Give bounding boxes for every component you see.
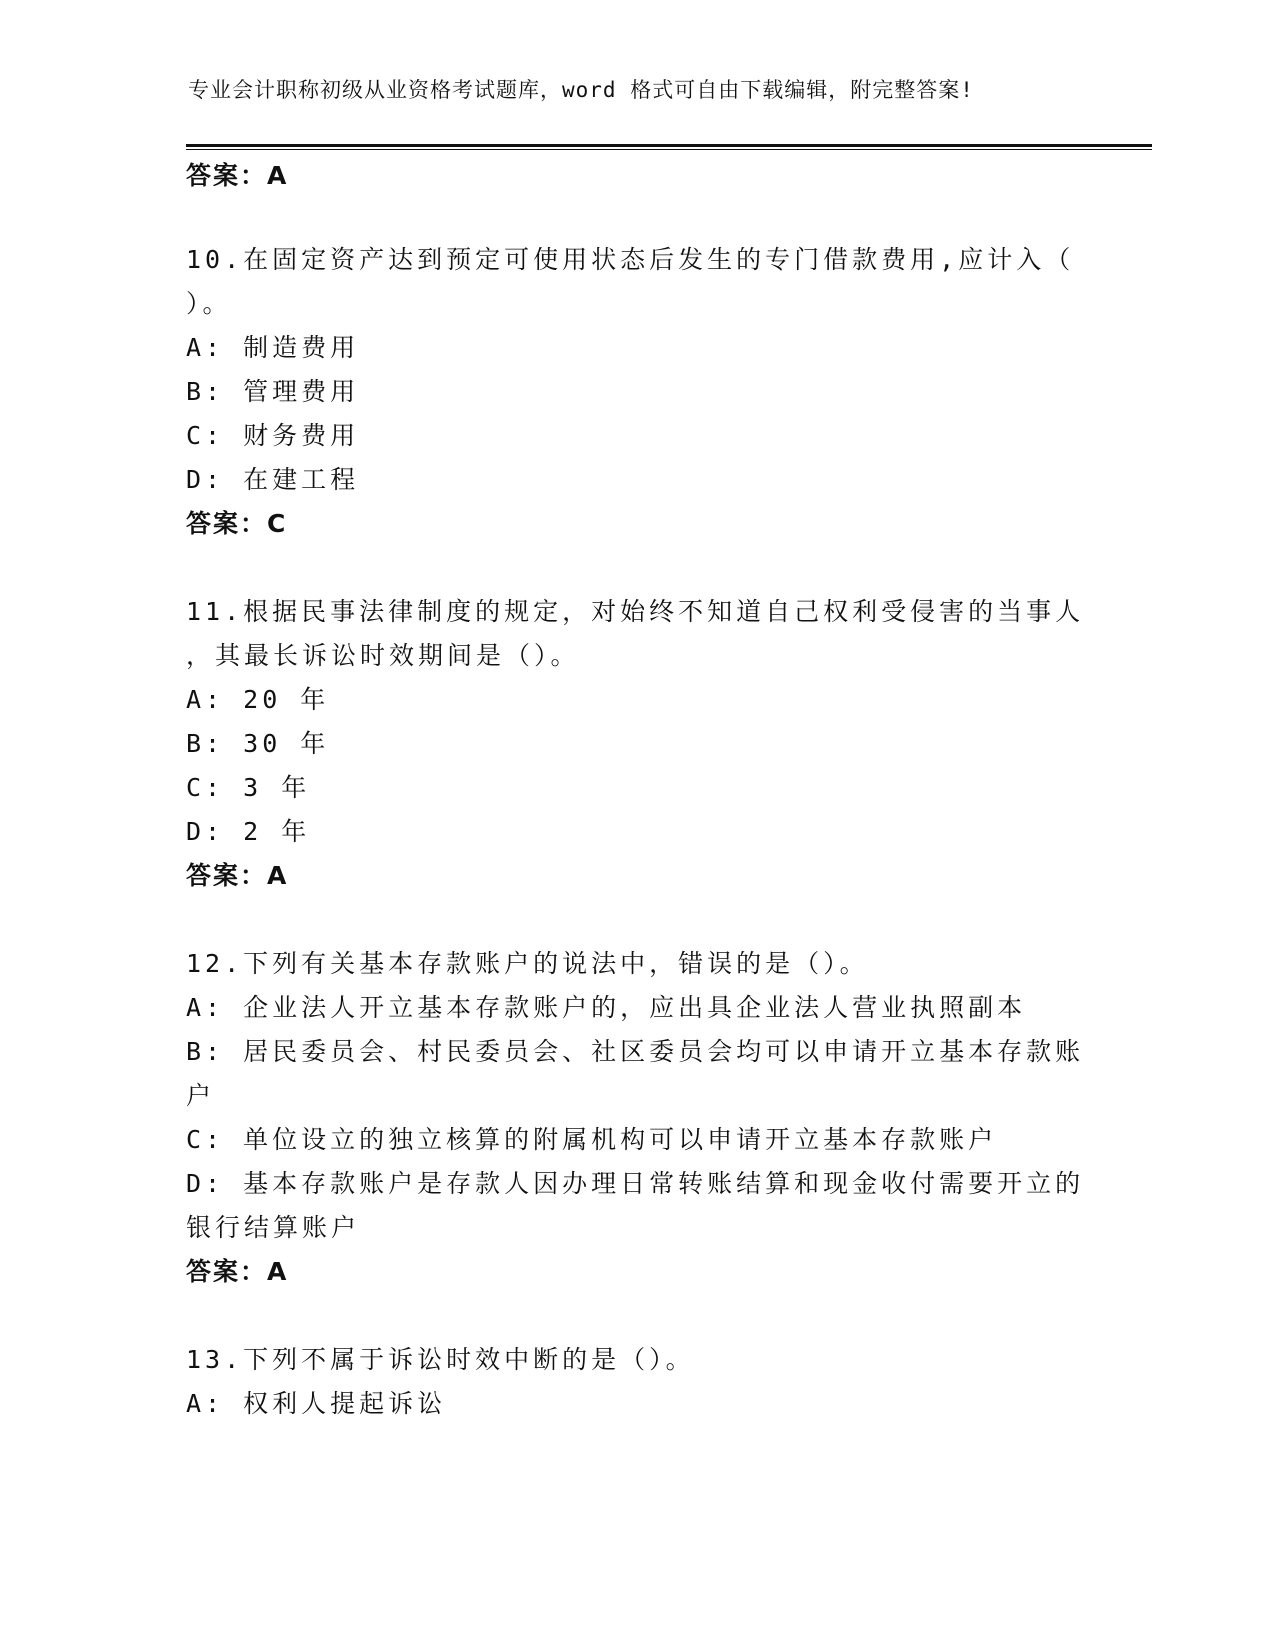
question-11-option-d: D: 2 年 bbox=[186, 817, 311, 846]
question-10-text-cont: ）。 bbox=[186, 289, 232, 318]
previous-answer: 答案：A bbox=[186, 161, 289, 190]
header-rule-thin bbox=[186, 149, 1152, 150]
question-12-option-c: C: 单位设立的独立核算的附属机构可以申请开立基本存款账户 bbox=[186, 1125, 998, 1154]
header-rule bbox=[186, 144, 1152, 147]
question-13-text: 13.下列不属于诉讼时效中断的是（）。 bbox=[186, 1345, 695, 1374]
question-11-option-c: C: 3 年 bbox=[186, 773, 311, 802]
question-13-option-a: A: 权利人提起诉讼 bbox=[186, 1389, 447, 1418]
question-11-option-b: B: 30 年 bbox=[186, 729, 330, 758]
question-11-text: 11.根据民事法律制度的规定，对始终不知道自己权利受侵害的当事人 bbox=[186, 597, 1085, 626]
page-header: 专业会计职称初级从业资格考试题库，word 格式可自由下载编辑，附完整答案! bbox=[188, 78, 974, 102]
question-10-answer: 答案：C bbox=[186, 509, 288, 538]
question-11-option-a: A: 20 年 bbox=[186, 685, 330, 714]
question-12-option-d-cont: 银行结算账户 bbox=[186, 1213, 361, 1242]
question-12-option-b: B: 居民委员会、村民委员会、社区委员会均可以申请开立基本存款账 bbox=[186, 1037, 1085, 1066]
question-10-option-c: C: 财务费用 bbox=[186, 421, 360, 450]
question-10-option-d: D: 在建工程 bbox=[186, 465, 360, 494]
question-10-option-b: B: 管理费用 bbox=[186, 377, 360, 406]
question-12-option-a: A: 企业法人开立基本存款账户的，应出具企业法人营业执照副本 bbox=[186, 993, 1027, 1022]
question-12-option-d: D: 基本存款账户是存款人因办理日常转账结算和现金收付需要开立的 bbox=[186, 1169, 1085, 1198]
question-12-text: 12.下列有关基本存款账户的说法中，错误的是（）。 bbox=[186, 949, 869, 978]
question-10-text: 10.在固定资产达到预定可使用状态后发生的专门借款费用,应计入（ bbox=[186, 245, 1075, 274]
question-10-option-a: A: 制造费用 bbox=[186, 333, 360, 362]
question-11-answer: 答案：A bbox=[186, 861, 289, 890]
question-12-option-b-cont: 户 bbox=[186, 1081, 216, 1110]
question-12-answer: 答案：A bbox=[186, 1257, 289, 1286]
question-11-text-cont: ，其最长诉讼时效期间是（）。 bbox=[186, 641, 580, 670]
